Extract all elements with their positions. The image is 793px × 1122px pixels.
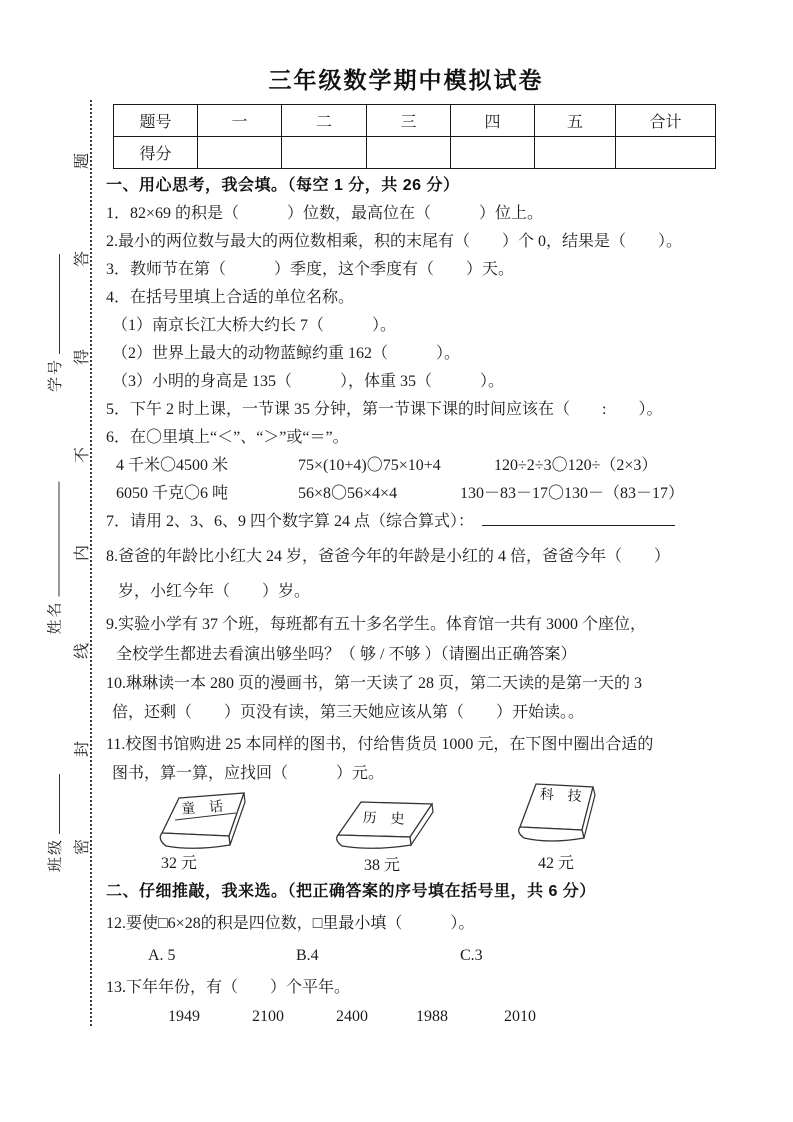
question-12-options [106, 942, 746, 970]
page-title: 三年级数学期中模拟试卷 [268, 67, 544, 93]
student-no-label: 学号 [48, 357, 64, 392]
class-field [44, 760, 66, 872]
book-history-title: 历 史 [362, 809, 410, 827]
question-6: 6．在〇里填上“＜”、“＞”或“＝”。 [106, 429, 349, 446]
score-cell-empty [282, 137, 367, 169]
class-blank-line [56, 774, 60, 834]
option-c: C.3 [460, 947, 483, 964]
question-4-item-1: （1）南京长江大桥大约长 7（ ）。 [112, 317, 397, 334]
book-history-price: 38 元 [364, 857, 401, 874]
book-fairy-tale-price: 32 元 [161, 855, 198, 872]
question-2: 2.最小的两位数与最大的两位数相乘，积的末尾有（ ）个 0，结果是（ ）。 [106, 233, 683, 250]
q6-compare-3: 120÷2÷3〇120÷（2×3） [494, 457, 658, 474]
year-option-3: 2400 [336, 1008, 368, 1025]
year-option-1: 1949 [168, 1008, 200, 1025]
q6-compare-1: 4 千米〇4500 米 [116, 457, 229, 474]
name-label: 姓名 [47, 600, 64, 635]
score-table-cell-label: 题号 [114, 105, 198, 137]
score-table-header-row [114, 105, 716, 137]
question-8-line-1: 8.爸爸的年龄比小红大 24 岁，爸爸今年的年龄是小红的 4 倍，爸爸今年（ ） [106, 548, 671, 565]
question-11-line-2: 图书，算一算，应找回（ ）元。 [112, 765, 385, 782]
q6-compare-2: 75×(10+4)〇75×10+4 [298, 457, 441, 474]
question-13: 13.下年年份，有（ ）个平年。 [106, 979, 351, 996]
option-a: A. 5 [148, 947, 176, 964]
score-row-label: 得分 [114, 137, 198, 169]
question-8-line-2: 岁，小红今年（ ）岁。 [118, 583, 311, 600]
question-12: 12.要使□6×28的积是四位数，□里最小填（ ）。 [106, 915, 475, 932]
book-science-price: 42 元 [538, 855, 575, 872]
score-cell-empty [535, 137, 616, 169]
score-table-cell-4: 四 [451, 105, 535, 137]
score-table-cell-total: 合计 [616, 105, 716, 137]
score-cell-empty [367, 137, 451, 169]
question-4-item-2: （2）世界上最大的动物蓝鲸约重 162（ ）。 [112, 345, 461, 362]
question-5: 5．下午 2 时上课，一节课 35 分钟，第一节课下课的时间应该在（ : ）。 [106, 401, 663, 418]
q6-compare-5: 56×8〇56×4×4 [298, 485, 398, 502]
question-11-books-figure [106, 785, 746, 878]
question-9-line-2: 全校学生都进去看演出够坐吗？（ 够 / 不够 ）（请圈出正确答案） [116, 646, 577, 663]
score-table-cell-1: 一 [198, 105, 282, 137]
score-cell-empty [616, 137, 716, 169]
q6-compare-6: 130－83－17〇130－（83－17） [460, 485, 685, 502]
question-9-line-1: 9.实验小学有 37 个班，每班都有五十多名学生。体育馆一共有 3000 个座位， [106, 616, 647, 633]
score-cell-empty [198, 137, 282, 169]
student-no-field [44, 250, 66, 392]
question-13-years [106, 1003, 746, 1031]
questions-area [106, 172, 746, 1031]
question-4-item-3: （3）小明的身高是 135（ ），体重 35（ ）。 [112, 373, 505, 390]
book-fairy-tale-title: 童 话 [180, 797, 229, 817]
score-table [113, 104, 716, 169]
name-blank-line [56, 481, 60, 596]
score-cell-empty [451, 137, 535, 169]
score-table-score-row [114, 137, 716, 169]
section2-heading: 二、仔细推敲，我来选。（把正确答案的序号填在括号里，共 6 分） [106, 883, 596, 900]
seal-phrase-vertical-text: 密封线内不得答题 [74, 70, 91, 855]
question-4: 4．在括号里填上合适的单位名称。 [106, 289, 355, 306]
question-7 [106, 508, 746, 536]
book-science-drawing [514, 778, 606, 854]
question-10-line-2: 倍，还剩（ ）页没有读，第三天她应该从第（ ）开始读。。 [112, 704, 585, 721]
name-field [44, 478, 66, 635]
question-6-row-1 [106, 452, 746, 480]
student-no-blank-line [56, 254, 60, 354]
book-science [514, 778, 606, 854]
year-option-2: 2100 [252, 1008, 284, 1025]
question-3: 3．教师节在第（ ）季度，这个季度有（ ）天。 [106, 261, 515, 278]
score-table-cell-5: 五 [535, 105, 616, 137]
question-6-row-2 [106, 480, 746, 508]
class-label: 班级 [48, 837, 64, 872]
option-b: B.4 [296, 947, 319, 964]
score-table-cell-3: 三 [367, 105, 451, 137]
year-option-5: 2010 [504, 1008, 536, 1025]
score-table-cell-2: 二 [282, 105, 367, 137]
q6-compare-4: 6050 千克〇6 吨 [116, 485, 229, 502]
question-11-line-1: 11.校图书馆购进 25 本同样的图书，付给售货员 1000 元，在下图中圈出合适的 [106, 736, 654, 753]
book-history [334, 796, 444, 854]
question-1: 1．82×69 的积是（ ）位数，最高位在（ ）位上。 [106, 205, 544, 222]
question-10-line-1: 10.琳琳读一本 280 页的漫画书，第一天读了 28 页，第二天读的是第一天的 3 [106, 675, 643, 692]
year-option-4: 1988 [416, 1008, 448, 1025]
book-science-title: 科 技 [539, 785, 588, 805]
question-7-answer-line [482, 521, 675, 526]
book-history-drawing [334, 796, 444, 854]
section1-heading: 一、用心思考，我会填。（每空 1 分，共 26 分） [106, 177, 460, 194]
question-7-text: 7．请用 2、3、6、9 四个数字算 24 点（综合算式）： [106, 513, 475, 530]
